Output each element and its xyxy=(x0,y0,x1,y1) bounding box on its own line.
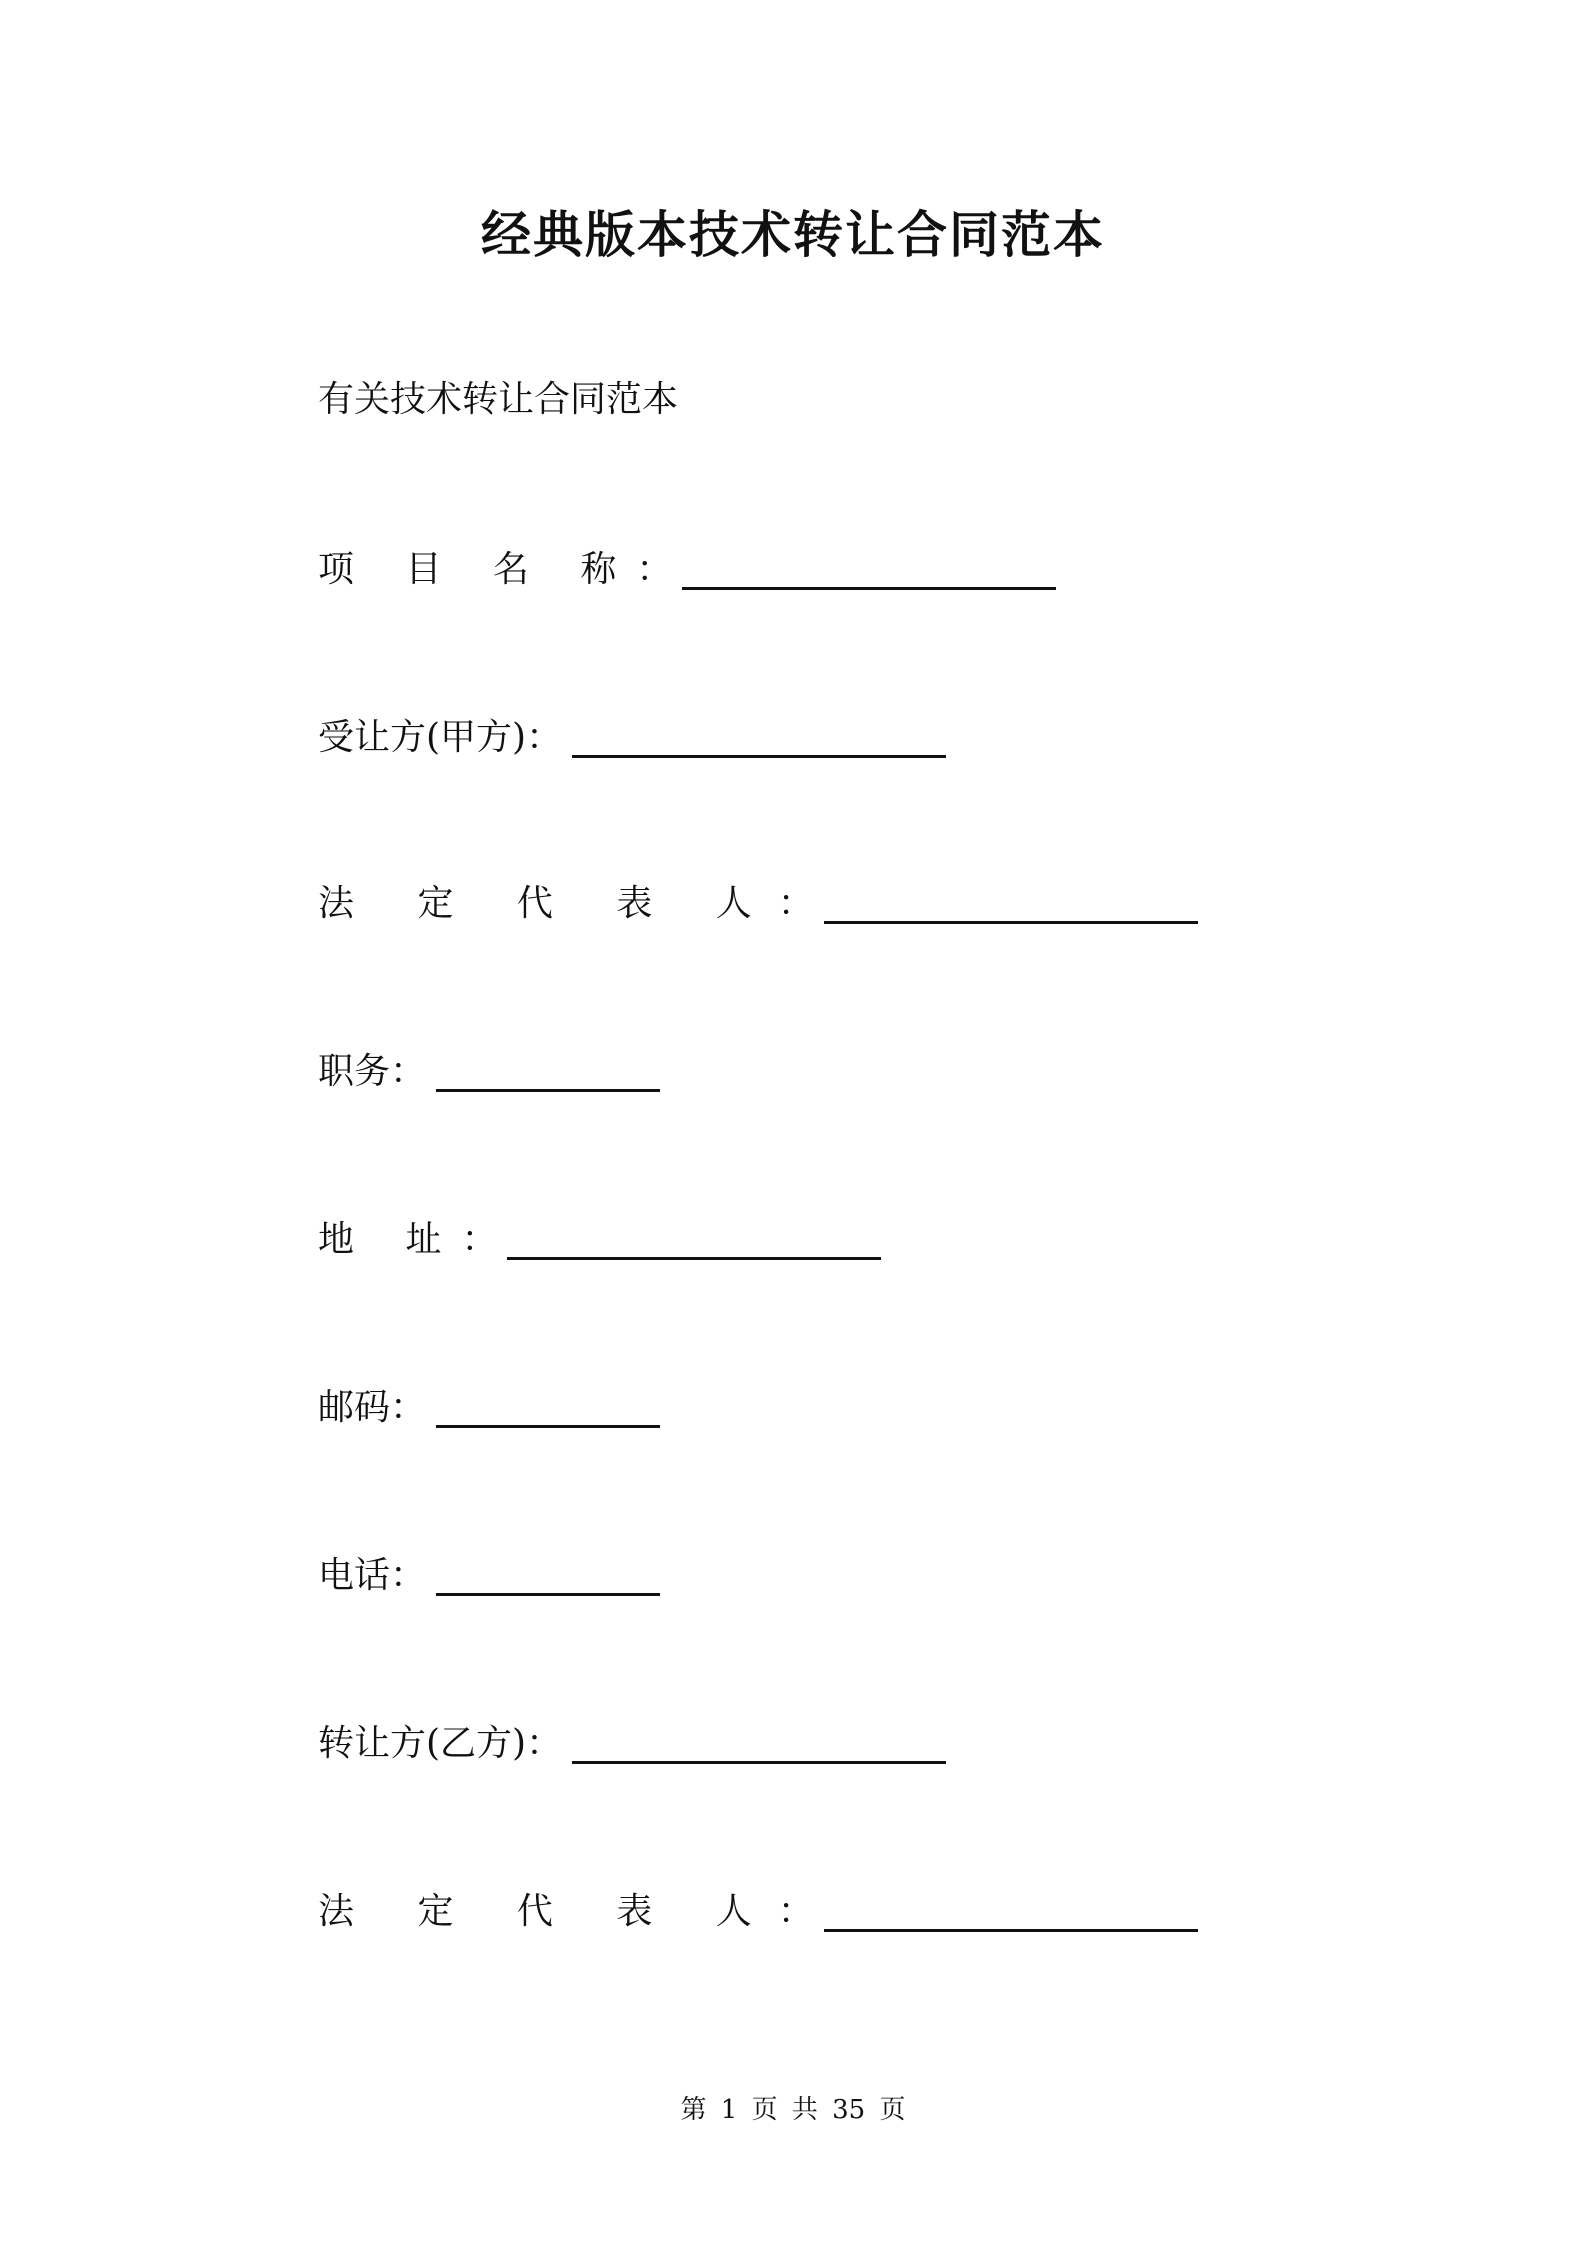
field-address xyxy=(318,1212,881,1268)
field-legal-representative-b xyxy=(318,1884,1198,1940)
blank-line[interactable] xyxy=(572,1717,946,1764)
field-colon: ： xyxy=(636,549,673,590)
field-colon: ： xyxy=(461,1219,498,1260)
field-position xyxy=(318,1044,660,1100)
field-label: 电话 xyxy=(318,1555,391,1596)
blank-line[interactable] xyxy=(436,1381,660,1428)
field-label: 法 定 代 表 人 xyxy=(318,883,778,924)
blank-line[interactable] xyxy=(507,1213,881,1260)
field-colon: ： xyxy=(526,1723,563,1764)
field-colon: ： xyxy=(390,1051,427,1092)
field-label: 受让方(甲方) xyxy=(318,717,527,758)
blank-line[interactable] xyxy=(436,1045,660,1092)
blank-line[interactable] xyxy=(682,543,1056,590)
field-colon: ： xyxy=(390,1387,427,1428)
document-title: 经典版本技术转让合同范本 xyxy=(481,205,1105,264)
field-label: 转让方(乙方) xyxy=(318,1723,527,1764)
field-transferor xyxy=(318,1716,946,1772)
field-label: 法 定 代 表 人 xyxy=(318,1891,778,1932)
page-footer: 第 1 页 共 35 页 xyxy=(680,2095,906,2125)
blank-line[interactable] xyxy=(824,877,1198,924)
field-transferee xyxy=(318,710,946,766)
field-phone xyxy=(318,1548,660,1604)
field-legal-representative-a xyxy=(318,876,1198,932)
field-label: 项 目 名 称 xyxy=(318,549,637,590)
blank-line[interactable] xyxy=(572,711,946,758)
field-postal-code xyxy=(318,1380,660,1436)
field-label: 邮码 xyxy=(318,1387,391,1428)
field-colon: ： xyxy=(526,717,563,758)
field-project-name xyxy=(318,542,1056,598)
field-colon: ： xyxy=(390,1555,427,1596)
document-subtitle: 有关技术转让合同范本 xyxy=(318,379,679,420)
field-colon: ： xyxy=(777,1891,814,1932)
field-label: 地 址 xyxy=(318,1219,462,1260)
field-colon: ： xyxy=(777,883,814,924)
blank-line[interactable] xyxy=(824,1885,1198,1932)
blank-line[interactable] xyxy=(436,1549,660,1596)
field-label: 职务 xyxy=(318,1051,391,1092)
